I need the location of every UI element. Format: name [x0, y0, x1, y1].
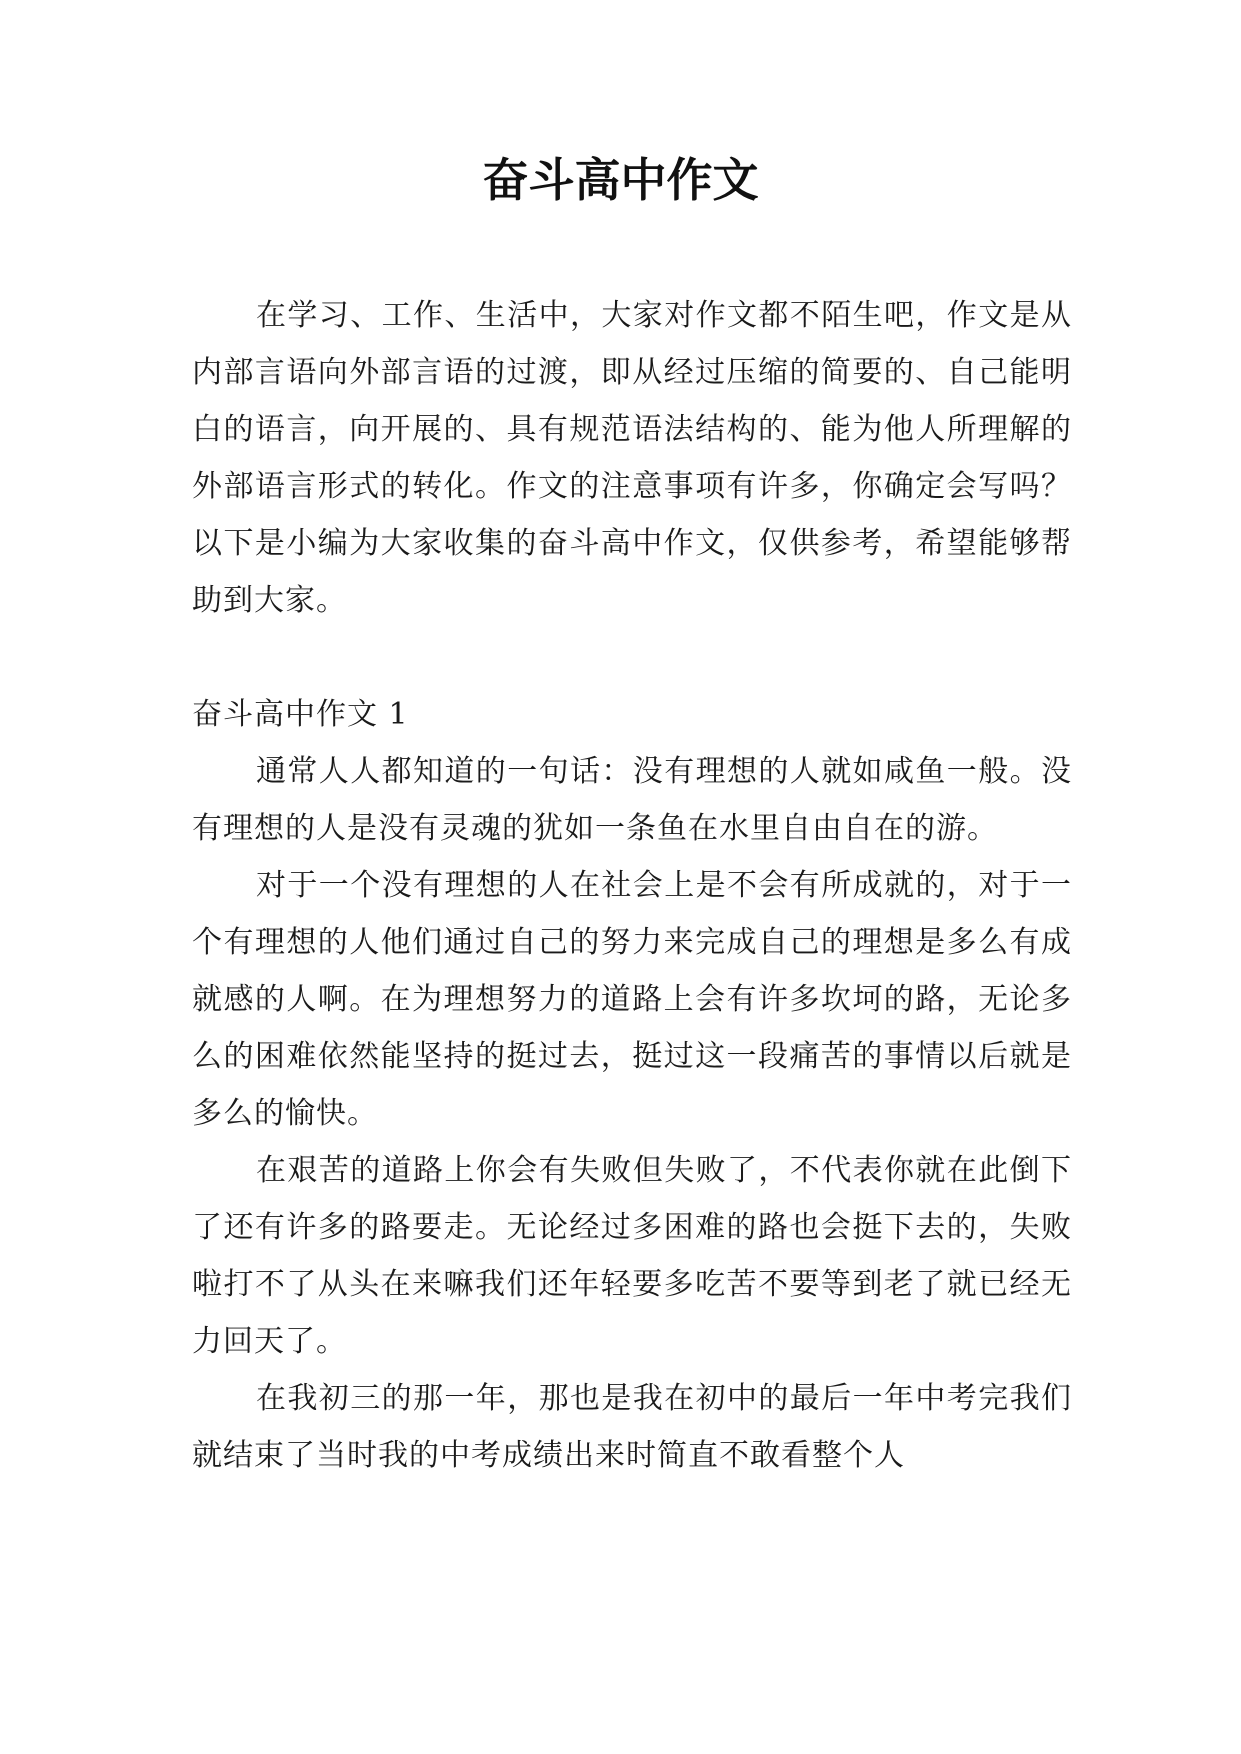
body-paragraph-1: 通常人人都知道的一句话：没有理想的人就如咸鱼一般。没有理想的人是没有灵魂的犹如一条鱼在水里自由自在的游。 — [192, 754, 1072, 846]
section-heading: 奋斗高中作文 1 — [192, 697, 409, 732]
body-paragraph-3: 在艰苦的道路上你会有失败但失败了，不代表你就在此倒下了还有许多的路要走。无论经过多困难的路也会挺下去的，失败啦打不了从头在来嘛我们还年轻要多吃苦不要等到老了就已经无力回天了。 — [192, 1153, 1072, 1359]
paragraph-gap — [192, 629, 1072, 686]
document-title: 奋斗高中作文 — [482, 153, 759, 207]
body-paragraph-2: 对于一个没有理想的人在社会上是不会有所成就的，对于一个有理想的人他们通过自己的努力来完成自己的理想是多么有成就感的人啊。在为理想努力的道路上会有许多坎坷的路，无论多么的困难依然能坚持的挺过去，挺过这一段痛苦的事情以后就是多么的愉快。 — [192, 868, 1072, 1131]
body-paragraph-4: 在我初三的那一年，那也是我在初中的最后一年中考完我们就结束了当时我的中考成绩出来时简直不敢看整个人 — [192, 1381, 1072, 1473]
intro-paragraph: 在学习、工作、生活中，大家对作文都不陌生吧，作文是从内部言语向外部言语的过渡，即从经过压缩的简要的、自己能明白的语言，向开展的、具有规范语法结构的、能为他人所理解的外部语言形式的转化。作文的注意事项有许多，你确定会写吗？以下是小编为大家收集的奋斗高中作文，仅供参考，希望能够帮助到大家。 — [192, 298, 1072, 618]
document-body — [192, 287, 1072, 1484]
